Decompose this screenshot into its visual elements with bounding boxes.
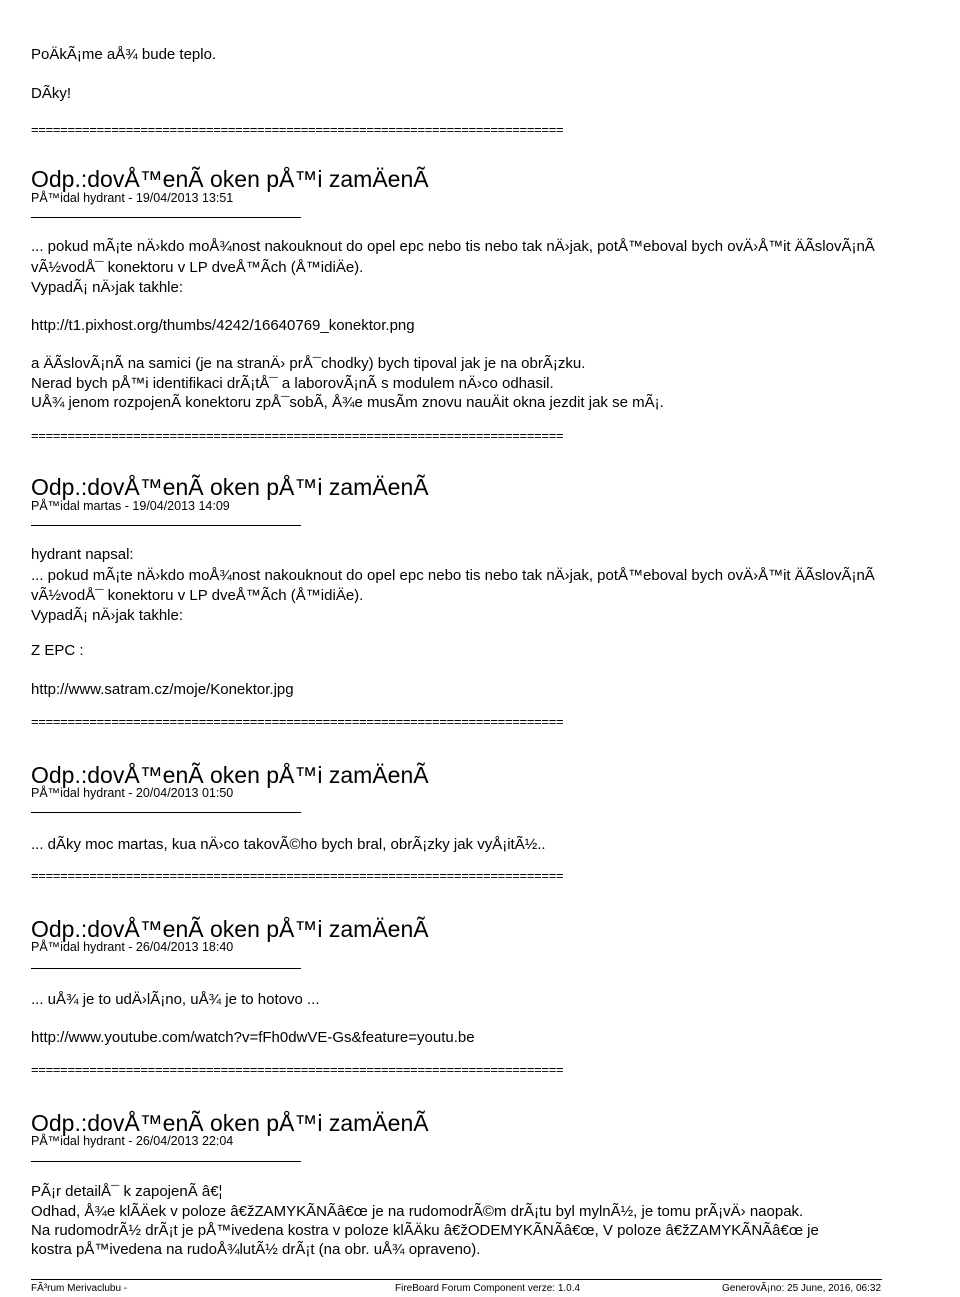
- post-rule: [31, 1161, 301, 1162]
- separator: =========================================================================: [31, 714, 564, 729]
- quote-author: hydrant napsal:: [31, 546, 134, 563]
- forum-print-page: [31, 0, 960, 1297]
- page-footer: [0, 1270, 960, 1297]
- post-link[interactable]: http://t1.pixhost.org/thumbs/4242/16640769_konektor.png: [31, 317, 415, 334]
- post-body-line: Na rudomodrÃ½ drÃ¡t je pÅ™ivedena kostra v poloze klÃÄku â€žODEMYKÃNÃâ€œ, V poloze â€žZAMYKÃNÃâ€œ je: [31, 1222, 819, 1239]
- post-body-line: UÅ¾ jenom rozpojenÃ konektoru zpÅ¯sobÃ, Å¾e musÃm znovu nauÄit okna jezdit jak se mÃ¡.: [31, 394, 664, 411]
- post-title: Odp.:dovÅ™enÃ oken pÅ™i zamÄenÃ: [31, 474, 429, 500]
- intro-text: PoÄkÃ¡me aÅ¾ bude teplo.: [31, 46, 217, 63]
- separator: =========================================================================: [31, 1062, 564, 1077]
- intro-text: DÃky!: [31, 85, 72, 102]
- post-body-line: vÃ½vodÅ¯ konektoru v LP dveÅ™Ãch (Å™idiÄe).: [31, 259, 364, 276]
- post-rule: [31, 812, 301, 813]
- post-body-line: ... uÅ¾ je to udÄ›lÃ¡no, uÅ¾ je to hotovo ...: [31, 991, 320, 1008]
- post-title: Odp.:dovÅ™enÃ oken pÅ™i zamÄenÃ: [31, 916, 429, 942]
- post-body-line: Odhad, Å¾e klÃÄek v poloze â€žZAMYKÃNÃâ€œ je na rudomodrÃ©m drÃ¡tu byl mylnÃ½, je tomu prÃ¡vÄ› naopak.: [31, 1203, 804, 1220]
- post-rule: [31, 217, 301, 218]
- footer-rule: [31, 1279, 882, 1280]
- post-body-line: ... pokud mÃ¡te nÄ›kdo moÅ¾nost nakouknout do opel epc nebo tis nebo tak nÄ›jak, potÅ™eboval bych ovÄ›Å™it ÄÃslovÃ¡nÃ: [31, 238, 875, 255]
- post-title: Odp.:dovÅ™enÃ oken pÅ™i zamÄenÃ: [31, 762, 429, 788]
- post-body-line: Nerad bych pÅ™i identifikaci drÃ¡tÅ¯ a laborovÃ¡nÃ s modulem nÄ›co odhasil.: [31, 375, 554, 392]
- post-meta: PÅ™idal martas - 19/04/2013 14:09: [31, 499, 230, 513]
- quote-line: vÃ½vodÅ¯ konektoru v LP dveÅ™Ãch (Å™idiÄe).: [31, 587, 364, 604]
- post-body-line: kostra pÅ™ivedena na rudoÅ¾lutÃ½ drÃ¡t (na obr. uÅ¾ opraveno).: [31, 1241, 481, 1258]
- separator: =========================================================================: [31, 428, 564, 443]
- post-rule: [31, 525, 301, 526]
- post-body-line: PÃ¡r detailÅ¯ k zapojenÃ â€¦: [31, 1183, 223, 1200]
- separator: =========================================================================: [31, 122, 564, 137]
- post-body-line: ... dÃky moc martas, kua nÄ›co takovÃ©ho bych bral, obrÃ¡zky jak vyÅ¡itÃ½..: [31, 836, 546, 853]
- post-body-line: Z EPC :: [31, 642, 84, 659]
- post-link[interactable]: http://www.youtube.com/watch?v=fFh0dwVE-Gs&feature=youtu.be: [31, 1029, 475, 1046]
- quote-line: ... pokud mÃ¡te nÄ›kdo moÅ¾nost nakouknout do opel epc nebo tis nebo tak nÄ›jak, potÅ™eboval bych ovÄ›Å™it ÄÃslovÃ¡nÃ: [31, 567, 875, 584]
- post-link[interactable]: http://www.satram.cz/moje/Konektor.jpg: [31, 681, 294, 698]
- post-body-line: a ÄÃslovÃ¡nÃ na samici (je na stranÄ› prÅ¯chodky) bych tipoval jak je na obrÃ¡zku.: [31, 355, 586, 372]
- post-body-line: VypadÃ¡ nÄ›jak takhle:: [31, 279, 184, 296]
- post-meta: PÅ™idal hydrant - 26/04/2013 22:04: [31, 1134, 234, 1148]
- post-meta: PÅ™idal hydrant - 20/04/2013 01:50: [31, 786, 234, 800]
- post-rule: [31, 968, 301, 969]
- footer-component: FireBoard Forum Component verze: 1.0.4: [395, 1283, 581, 1294]
- footer-site: FÃ³rum Merivaclubu -: [31, 1283, 128, 1294]
- post-title: Odp.:dovÅ™enÃ oken pÅ™i zamÄenÃ: [31, 166, 429, 192]
- footer-generated: GenerovÃ¡no: 25 June, 2016, 06:32: [722, 1283, 882, 1294]
- post-title: Odp.:dovÅ™enÃ oken pÅ™i zamÄenÃ: [31, 1110, 429, 1136]
- post-meta: PÅ™idal hydrant - 26/04/2013 18:40: [31, 940, 234, 954]
- quote-line: VypadÃ¡ nÄ›jak takhle:: [31, 607, 184, 624]
- post-meta: PÅ™idal hydrant - 19/04/2013 13:51: [31, 191, 234, 205]
- separator: =========================================================================: [31, 868, 564, 883]
